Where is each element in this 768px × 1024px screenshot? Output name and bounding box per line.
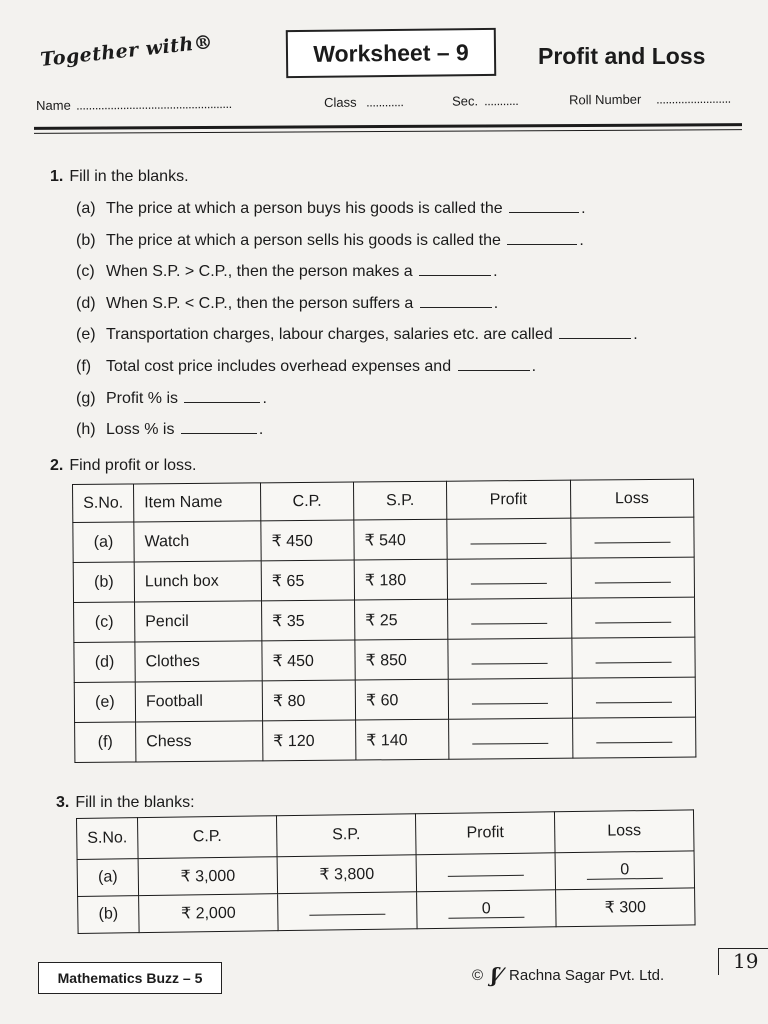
table-row: (e) Football ₹ 80 ₹ 60: [74, 677, 695, 722]
sp-answer-blank[interactable]: [309, 914, 385, 916]
profit-answer-blank[interactable]: [472, 728, 548, 744]
profit-answer-blank[interactable]: [471, 608, 547, 624]
loss-answer-blank[interactable]: [595, 607, 671, 623]
table-row: (a) Watch ₹ 450 ₹ 540: [73, 517, 694, 562]
question-3: [56, 794, 195, 812]
roll-number-field[interactable]: ........................: [655, 90, 731, 107]
loss-answer-blank[interactable]: [596, 727, 672, 743]
student-info-row: [36, 89, 741, 113]
column-header: Profit: [447, 480, 571, 519]
sec-field[interactable]: ...........: [483, 92, 519, 109]
publisher-logo-icon: ʃ⁄: [491, 963, 502, 987]
loss-answer-blank[interactable]: [596, 687, 672, 703]
question-number: 1.: [50, 168, 64, 185]
list-item: (f) Total cost price includes overhead expenses and .: [76, 357, 537, 375]
column-header: C.P.: [138, 816, 278, 859]
copyright-icon: ©: [472, 966, 484, 984]
answer-blank[interactable]: [420, 295, 492, 308]
column-header: Item Name: [134, 483, 261, 522]
profit-answer-blank[interactable]: [472, 648, 548, 664]
profit-loss-table: [72, 479, 696, 763]
loss-value: ₹ 300: [556, 888, 696, 927]
column-header: C.P.: [261, 482, 354, 521]
answer-blank[interactable]: [507, 232, 577, 245]
header-divider-thin: [34, 129, 742, 134]
list-item: (d) When S.P. < C.P., then the person suffers a .: [76, 294, 499, 312]
class-field[interactable]: ............: [366, 94, 404, 110]
table-row: (c) Pencil ₹ 35 ₹ 25: [74, 597, 695, 642]
question-1: [50, 168, 189, 186]
question-number: 2.: [50, 457, 64, 474]
answer-blank[interactable]: [184, 390, 260, 403]
profit-answer-blank[interactable]: [471, 568, 547, 584]
profit-answer-blank[interactable]: [448, 875, 524, 877]
q1-items: [76, 200, 638, 453]
class-label: Class: [324, 94, 357, 110]
list-item: (c) When S.P. > C.P., then the person makes a .: [76, 263, 498, 281]
publisher-name: Rachna Sagar Pvt. Ltd.: [509, 966, 665, 984]
profit-answer-value[interactable]: 0: [448, 901, 524, 919]
worksheet-title: Worksheet – 9: [286, 28, 496, 78]
table-row: (b) Lunch box ₹ 65 ₹ 180: [73, 557, 694, 602]
loss-answer-blank[interactable]: [594, 527, 670, 543]
book-title: Mathematics Buzz – 5: [38, 962, 222, 994]
answer-blank[interactable]: [419, 263, 491, 276]
name-field[interactable]: ..................................................: [76, 95, 232, 113]
answer-blank[interactable]: [181, 421, 257, 434]
column-header: S.No.: [73, 484, 134, 523]
answer-blank[interactable]: [559, 326, 631, 339]
question-prompt: Fill in the blanks.: [69, 168, 189, 185]
column-header: Profit: [415, 812, 555, 855]
column-header: Loss: [570, 479, 694, 518]
list-item: (b) The price at which a person sells his goods is called the .: [76, 231, 584, 249]
sec-label: Sec.: [451, 93, 479, 109]
fill-blanks-table: [76, 809, 696, 934]
column-header: S.P.: [277, 814, 417, 857]
question-2: [50, 457, 197, 475]
table-row: (b) ₹ 2,000 0 ₹ 300: [78, 888, 695, 934]
brand-logo: Together with®: [39, 30, 215, 72]
table-header-row: [73, 479, 694, 522]
column-header: S.P.: [354, 481, 447, 520]
topic-title: Profit and Loss: [538, 43, 706, 69]
table-row: (d) Clothes ₹ 450 ₹ 850: [74, 637, 695, 682]
question-number: 3.: [56, 794, 70, 811]
column-header: S.No.: [77, 818, 139, 860]
column-header: Loss: [554, 810, 694, 853]
roll-number-label: Roll Number: [568, 91, 642, 108]
list-item: (e) Transportation charges, labour charges, salaries etc. are called .: [76, 326, 638, 344]
question-prompt: Fill in the blanks:: [75, 794, 195, 811]
publisher: [472, 963, 664, 987]
table-row: (f) Chess ₹ 120 ₹ 140: [75, 717, 696, 762]
list-item: (h) Loss % is .: [76, 421, 264, 439]
table-row: (a) ₹ 3,000 ₹ 3,800 0: [77, 851, 694, 897]
list-item: (a) The price at which a person buys his goods is called the .: [76, 200, 586, 217]
answer-blank[interactable]: [458, 358, 530, 371]
question-prompt: Find profit or loss.: [69, 457, 197, 474]
profit-answer-blank[interactable]: [471, 528, 547, 544]
answer-blank[interactable]: [509, 200, 579, 213]
loss-answer-blank[interactable]: [595, 567, 671, 583]
page-number: 19: [718, 948, 768, 975]
loss-answer-value[interactable]: 0: [587, 862, 663, 880]
loss-answer-blank[interactable]: [595, 647, 671, 663]
name-label: Name: [36, 97, 71, 113]
profit-answer-blank[interactable]: [472, 688, 548, 704]
list-item: (g) Profit % is .: [76, 389, 267, 407]
